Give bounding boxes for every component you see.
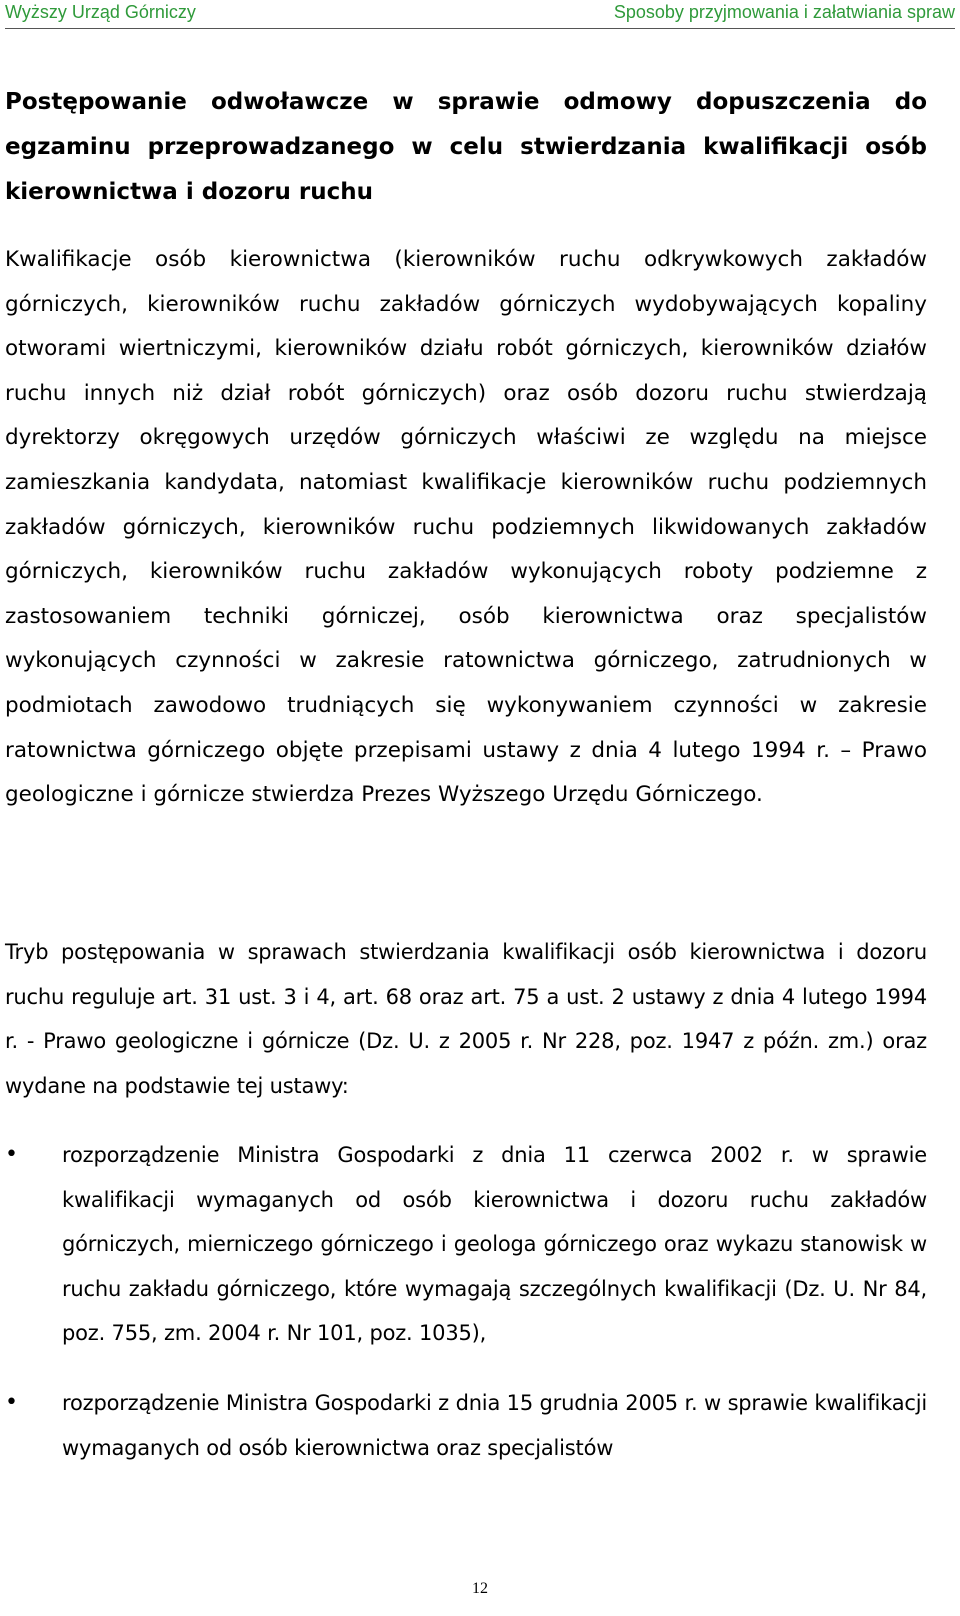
page-number: 12 [472, 1580, 488, 1597]
list-item-text: rozporządzenie Ministra Gospodarki z dnia 15 grudnia 2005 r. w sprawie kwalifikacji wymaganych od osób kierownictwa oraz specjalistów [62, 1390, 927, 1460]
bullet-icon: • [5, 1389, 18, 1415]
list-item [5, 1381, 927, 1470]
header-left-text: Wyższy Urząd Górniczy [5, 2, 196, 22]
paragraph-qualifications: Kwalifikacje osób kierownictwa (kierowników ruchu odkrywkowych zakładów górniczych, kierowników ruchu zakładów górniczych wydobywających kopaliny otworami wiertniczymi, kierowników działu robót górniczych, kierowników działów ruchu innych niż dział robót górniczych) oraz osób dozoru ruchu stwierdzają dyrektorzy okręgowych urzędów górniczych właściwi ze względu na miejsce zamieszkania kandydata, natomiast kwalifikacje kierowników ruchu podziemnych zakładów górniczych, kierowników ruchu podziemnych likwidowanych zakładów górniczych, kierowników ruchu zakładów wykonujących roboty podziemne z zastosowaniem techniki górniczej, osób kierownictwa oraz specjalistów wykonujących czynności w zakresie ratownictwa górniczego, zatrudnionych w podmiotach zawodowo trudniących się wykonywaniem czynności w zakresie ratownictwa górniczego objęte przepisami ustawy z dnia 4 lutego 1994 r. – Prawo geologiczne i górnicze stwierdza Prezes Wyższego Urzędu Górniczego. [5, 247, 927, 808]
bullet-icon: • [5, 1142, 18, 1167]
regulation-list [5, 1133, 927, 1470]
header-right-text: Sposoby przyjmowania i załatwiania spraw [613, 2, 955, 22]
paragraph-procedure: Tryb postępowania w sprawach stwierdzania kwalifikacji osób kierownictwa i dozoru ruchu reguluje art. 31 ust. 3 i 4, art. 68 oraz art. 75 a ust. 2 ustawy z dnia 4 lutego 1994 r. - Prawo geologiczne i górnicze (Dz. U. z 2005 r. Nr 228, poz. 1947 z późn. zm.) oraz wydane na podstawie tej ustawy: [5, 940, 927, 1098]
list-item-text: rozporządzenie Ministra Gospodarki z dnia 11 czerwca 2002 r. w sprawie kwalifikacji wymaganych od osób kierownictwa i dozoru ruchu zakładów górniczych, mierniczego górniczego i geologa górniczego oraz wykazu stanowisk w ruchu zakładu górniczego, które wymagają szczególnych kwalifikacji (Dz. U. Nr 84, poz. 755, zm. 2004 r. Nr 101, poz. 1035), [62, 1143, 927, 1346]
section-title: Postępowanie odwoławcze w sprawie odmowy dopuszczenia do egzaminu przeprowadzanego w celu stwierdzania kwalifikacji osób kierownictwa i dozoru ruchu [5, 89, 927, 205]
list-item [5, 1133, 927, 1356]
page-header [5, 2, 955, 29]
